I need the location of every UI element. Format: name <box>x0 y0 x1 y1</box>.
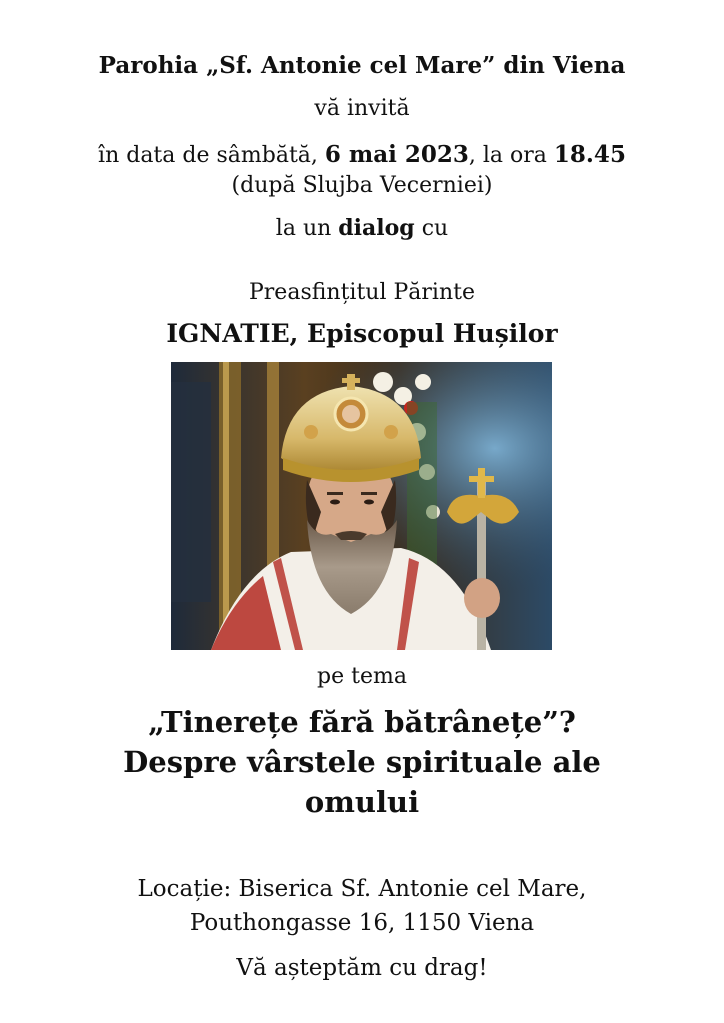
invites-text: vă invită <box>314 96 410 121</box>
topic-line-1: „Tinerețe fără bătrânețe”? <box>148 705 576 739</box>
parish-title: Parohia „Sf. Antonie cel Mare” din Viena <box>98 52 626 79</box>
location-line-1: Locație: Biserica Sf. Antonie cel Mare, <box>137 876 587 902</box>
honorific: Preasfințitul Părinte <box>248 280 475 305</box>
date-line <box>0 141 724 168</box>
dialog-prefix: la un <box>275 216 339 241</box>
topic-line-3: omului <box>304 785 420 819</box>
date-prefix: în data de sâmbătă, <box>98 143 325 168</box>
bishop-photo <box>171 362 552 650</box>
bishop-name: IGNATIE, Episcopul Hușilor <box>166 319 558 348</box>
theme-label: pe tema <box>317 664 407 689</box>
dialog-line <box>0 215 724 241</box>
topic-line-2: Despre vârstele spirituale ale <box>123 745 601 779</box>
event-date: 6 mai 2023 <box>324 141 469 168</box>
location-line-2: Pouthongasse 16, 1150 Viena <box>189 910 535 936</box>
discussion-topic <box>40 702 684 822</box>
time-prefix: , la ora <box>468 143 554 168</box>
dialog-suffix: cu <box>414 216 449 241</box>
dialog-word: dialog <box>338 215 415 241</box>
closing-greeting: Vă așteptăm cu drag! <box>236 955 488 981</box>
after-service-note: (după Slujba Vecerniei) <box>231 173 493 198</box>
event-time: 18.45 <box>553 141 626 168</box>
